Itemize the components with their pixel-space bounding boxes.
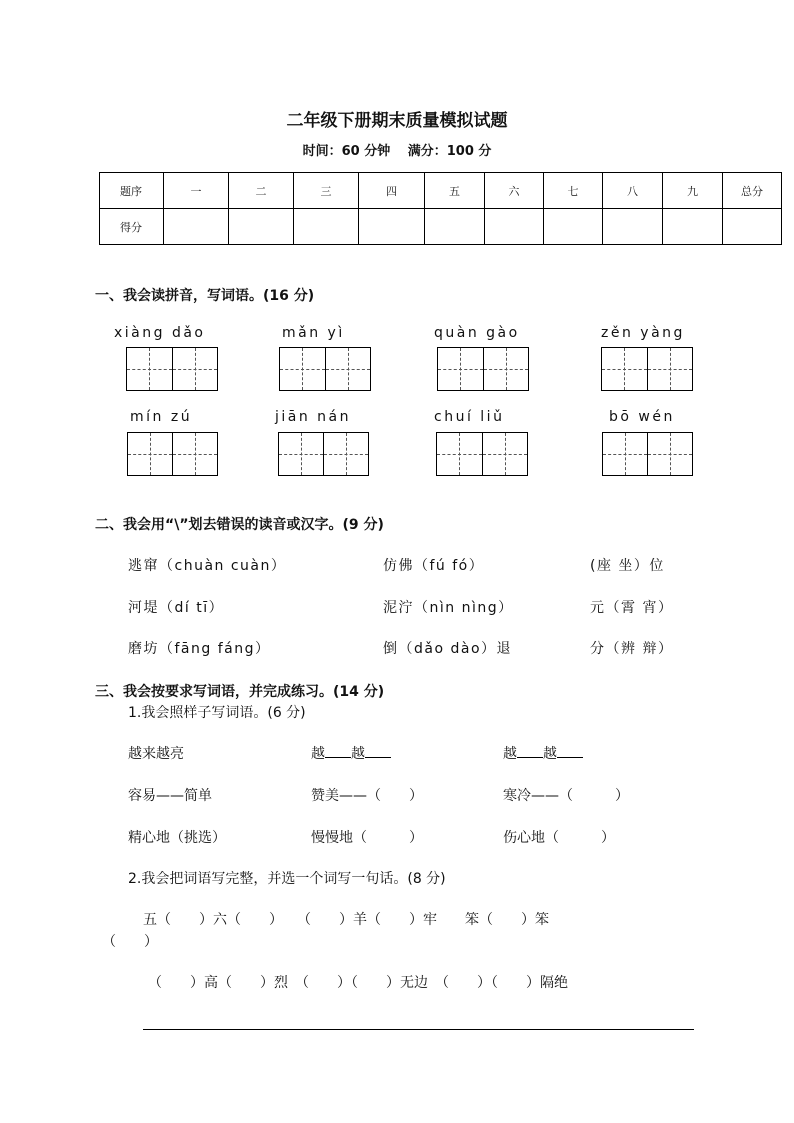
choice-item[interactable]: 泥泞（nìn nìng） <box>383 600 514 616</box>
table-header-cell: 四 <box>359 173 425 209</box>
table-header-cell: 八 <box>603 173 663 209</box>
score-cell[interactable] <box>425 209 485 245</box>
idiom-fill-line[interactable]: （ ）高（ ）烈 （ ）（ ）无边 （ ）（ ）隔绝 <box>148 975 568 991</box>
blank[interactable] <box>365 743 391 758</box>
table-header-cell: 二 <box>229 173 294 209</box>
subquestion-2: 2.我会把词语写完整，并选一个词写一句话。(8 分) <box>128 871 446 887</box>
choice-item[interactable]: 分（辨 辩） <box>590 641 674 657</box>
score-cell[interactable] <box>164 209 229 245</box>
table-header-cell: 总分 <box>723 173 782 209</box>
table-header-cell: 三 <box>294 173 359 209</box>
choice-item[interactable]: (座 坐）位 <box>590 558 665 574</box>
section1-heading: 一、我会读拼音，写词语。(16 分) <box>95 288 315 304</box>
score-cell[interactable] <box>603 209 663 245</box>
blank[interactable] <box>557 743 583 758</box>
writing-grid[interactable] <box>279 347 371 391</box>
fill-yue-2[interactable]: 越 越 <box>503 743 583 763</box>
score-cell[interactable] <box>485 209 544 245</box>
table-header-cell: 五 <box>425 173 485 209</box>
choice-item[interactable]: 倒（dǎo dào）退 <box>383 641 513 657</box>
writing-grid[interactable] <box>127 432 218 476</box>
writing-grid[interactable] <box>437 347 529 391</box>
subquestion-1: 1.我会照样子写词语。(6 分) <box>128 705 306 721</box>
score-cell[interactable] <box>544 209 603 245</box>
example-word: 容易——简单 <box>128 788 212 804</box>
row-label: 题序 <box>100 173 164 209</box>
writing-grid[interactable] <box>126 347 218 391</box>
time-score-info: 时间：60 分钟 满分：100 分 <box>302 144 492 159</box>
pinyin-label: mín zú <box>130 409 193 425</box>
blank[interactable] <box>325 743 351 758</box>
table-header-cell: 一 <box>164 173 229 209</box>
writing-grid[interactable] <box>278 432 369 476</box>
pinyin-label: bō wén <box>609 409 675 425</box>
score-cell[interactable] <box>229 209 294 245</box>
section2-heading: 二、我会用“\”划去错误的读音或汉字。(9 分) <box>95 517 384 533</box>
blank[interactable] <box>517 743 543 758</box>
table-header-cell: 六 <box>485 173 544 209</box>
writing-grid[interactable] <box>602 432 693 476</box>
score-table <box>99 172 782 245</box>
fill-verb[interactable]: 伤心地（ ） <box>503 830 615 846</box>
score-cell[interactable] <box>723 209 782 245</box>
pinyin-label: xiàng dǎo <box>114 325 206 341</box>
example-word: 越来越亮 <box>128 746 184 762</box>
choice-item[interactable]: 磨坊（fāng fáng） <box>128 641 271 657</box>
score-cell[interactable] <box>294 209 359 245</box>
pinyin-label: jiān nán <box>275 409 352 425</box>
row-label: 得分 <box>100 209 164 245</box>
table-header-cell: 九 <box>663 173 723 209</box>
table-row <box>100 173 782 209</box>
pinyin-label: zěn yàng <box>601 325 685 341</box>
choice-item[interactable]: 元（霄 宵） <box>590 600 674 616</box>
fill-antonym[interactable]: 寒冷——（ ） <box>503 788 629 804</box>
pinyin-label: chuí liǔ <box>434 409 505 425</box>
choice-item[interactable]: 仿佛（fú fó） <box>383 558 485 574</box>
section3-heading: 三、我会按要求写词语，并完成练习。(14 分) <box>95 684 385 700</box>
idiom-fill-line[interactable]: （ ） <box>102 934 158 950</box>
writing-grid[interactable] <box>436 432 528 476</box>
table-row <box>100 209 782 245</box>
fill-yue-1[interactable]: 越 越 <box>311 743 391 763</box>
example-word: 精心地（挑选） <box>128 830 226 846</box>
score-cell[interactable] <box>359 209 425 245</box>
choice-item[interactable]: 逃窜（chuàn cuàn） <box>128 558 287 574</box>
choice-item[interactable]: 河堤（dí tī） <box>128 600 225 616</box>
fill-verb[interactable]: 慢慢地（ ） <box>311 830 423 846</box>
page-title: 二年级下册期末质量模拟试题 <box>286 111 508 131</box>
pinyin-label: mǎn yì <box>282 325 345 341</box>
writing-grid[interactable] <box>601 347 693 391</box>
idiom-fill-line[interactable]: 五（ ）六（ ） （ ）羊（ ）牢 笨（ ）笨 <box>143 912 549 928</box>
pinyin-label: quàn gào <box>434 325 520 341</box>
table-header-cell: 七 <box>544 173 603 209</box>
score-cell[interactable] <box>663 209 723 245</box>
answer-line[interactable] <box>143 1029 694 1030</box>
fill-antonym[interactable]: 赞美——（ ） <box>311 788 423 804</box>
